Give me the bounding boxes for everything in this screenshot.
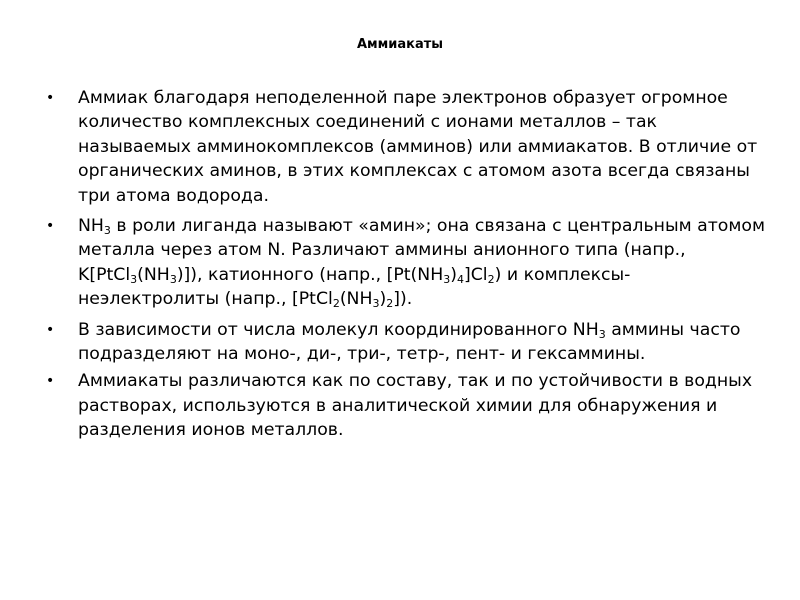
bullet-icon: • [46, 90, 55, 106]
slide-title: Аммиакаты [356, 37, 444, 52]
bullet-item [46, 86, 766, 208]
subscript: 3 [130, 272, 138, 286]
subscript: 3 [372, 297, 380, 311]
bullet-item [46, 318, 766, 367]
bullet-text: $NH_3$ в роли лиганда называют «амин»; она связана с центральным атомом металла через атом N. Различают аммины анионного типа (напр., $K[PtCl_3(NH_3)]$), катионного (напр., $[Pt(NH_3)_4]Cl_2$) и комплексы-неэлектролиты (напр., $[PtCl_2(NH_3)_2]$). [78, 216, 765, 311]
bullet-text: Аммиакаты различаются как по составу, так и по устойчивости в водных растворах, используются в аналитической химии для обнаружения и разделения ионов металлов. [78, 371, 753, 441]
bullet-item [46, 214, 766, 312]
subscript: 2 [386, 297, 394, 311]
subscript: 2 [487, 272, 495, 286]
subscript: 3 [103, 224, 111, 238]
subscript: 3 [598, 327, 606, 341]
bullet-item [46, 369, 766, 442]
bullet-list [46, 86, 766, 449]
bullet-icon: • [46, 321, 55, 338]
bullet-text: В зависимости от числа молекул координированного $NH_3$ аммины часто подразделяют на моно-, ди-, три-, тетр-, пент- и гексаммины. [78, 319, 741, 365]
subscript: 3 [443, 272, 451, 286]
subscript: 2 [332, 297, 340, 311]
subscript: 4 [456, 272, 464, 286]
subscript: 3 [169, 272, 177, 286]
bullet-text: Аммиак благодаря неподеленной паре электронов образует огромное количество комплексных соединений с ионами металлов – так называемых амминокомплексов (амминов) или аммиакатов. В отличие от органических аминов, в этих комплексах с атомом азота всегда связаны три атома водорода. [78, 88, 758, 206]
bullet-icon: • [46, 218, 55, 235]
bullet-icon: • [46, 373, 55, 390]
